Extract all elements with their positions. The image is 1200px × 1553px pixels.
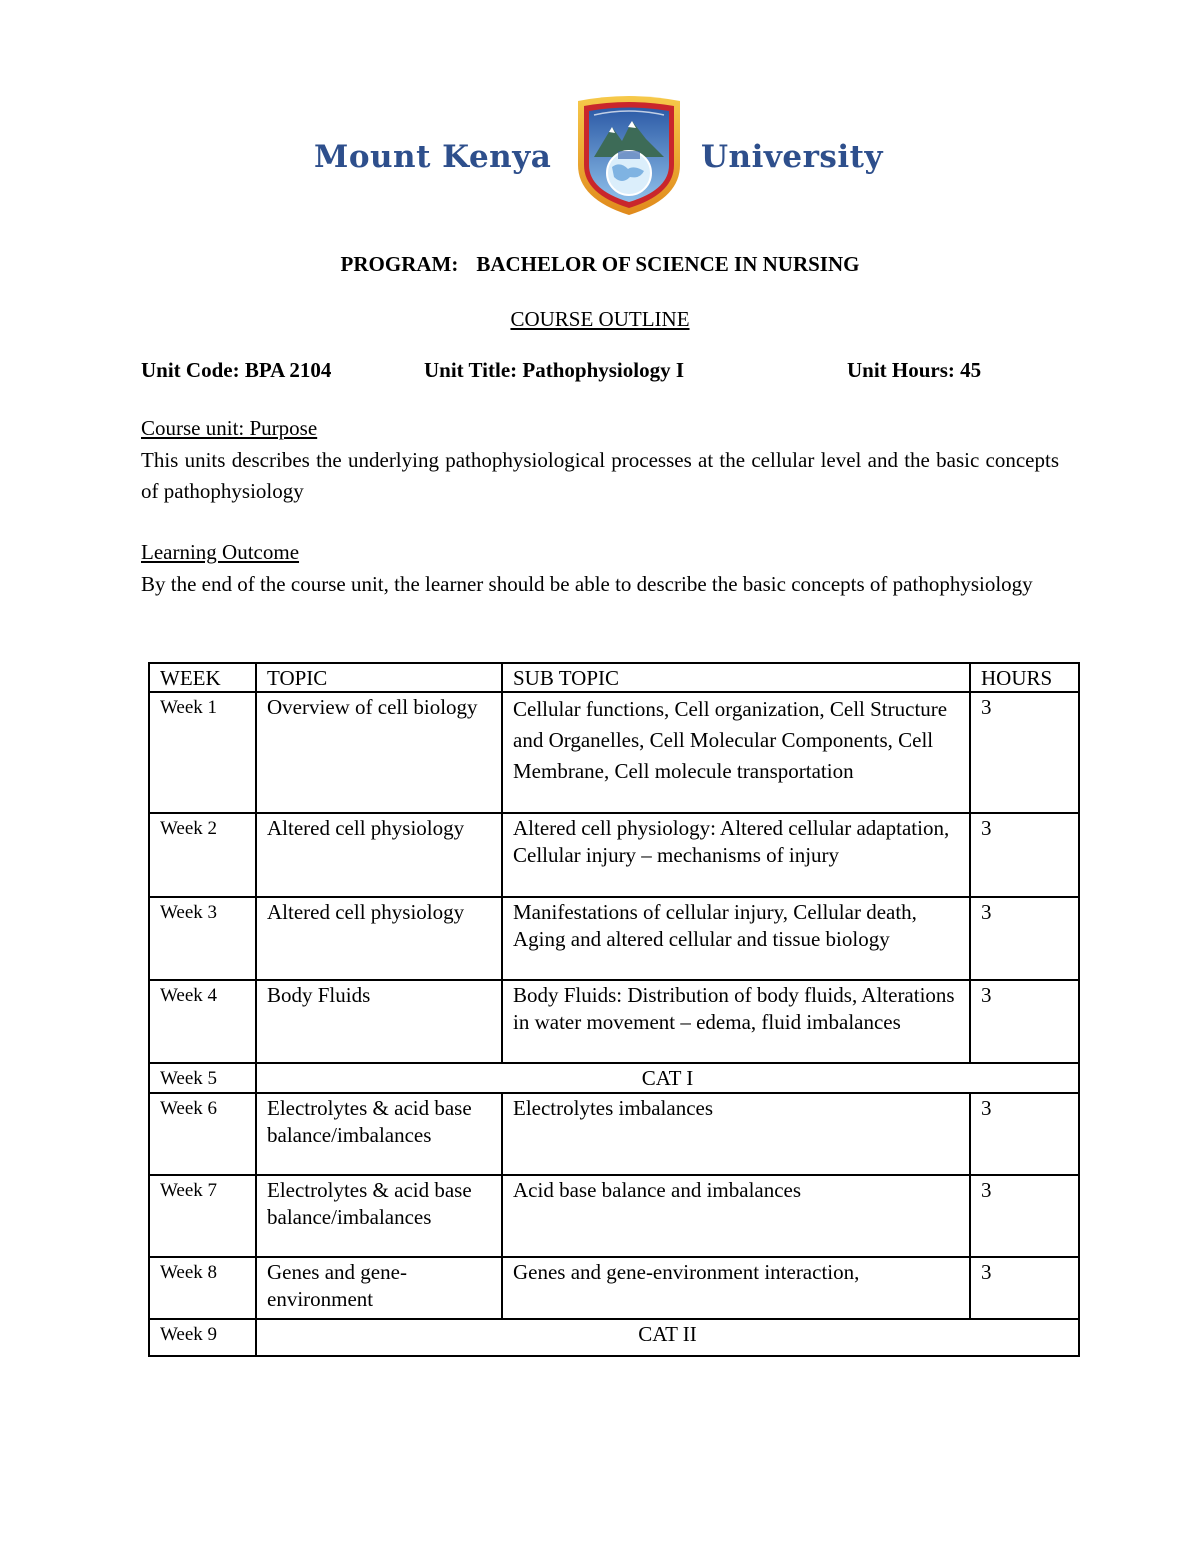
logo-wordmark-left: Mount Kenya [314, 139, 552, 175]
cell-subtopic: Altered cell physiology: Altered cellular adaptation, Cellular injury – mechanisms of injury [502, 813, 970, 897]
cell-week: Week 1 [149, 692, 256, 813]
cell-cat: CAT II [256, 1319, 1079, 1356]
cell-week: Week 3 [149, 897, 256, 980]
table-row-cat [149, 1063, 1079, 1093]
cell-subtopic: Body Fluids: Distribution of body fluids, Alterations in water movement – edema, fluid imbalances [502, 980, 970, 1063]
cell-week: Week 4 [149, 980, 256, 1063]
cell-hours: 3 [970, 897, 1079, 980]
cell-topic-text: Genes and gene-environment [267, 1260, 407, 1311]
header-subtopic: SUB TOPIC [502, 663, 970, 692]
table-header-row [149, 663, 1079, 692]
header-hours: HOURS [970, 663, 1079, 692]
cell-hours: 3 [970, 1093, 1079, 1175]
program-value: BACHELOR OF SCIENCE IN NURSING [476, 252, 860, 276]
cell-hours: 3 [970, 1257, 1079, 1319]
header-week: WEEK [149, 663, 256, 692]
cell-week: Week 7 [149, 1175, 256, 1257]
cell-subtopic: Genes and gene-environment interaction, [502, 1257, 970, 1319]
table-row-cat [149, 1319, 1079, 1356]
cell-week: Week 9 [149, 1319, 256, 1356]
table-row [149, 1257, 1079, 1319]
purpose-heading: Course unit: Purpose [141, 416, 318, 440]
cell-week: Week 5 [149, 1063, 256, 1093]
cell-hours: 3 [970, 813, 1079, 897]
cell-subtopic: Cellular functions, Cell organization, Cell Structure and Organelles, Cell Molecular Components, Cell Membrane, Cell molecule transportation [502, 692, 970, 813]
course-outline-title: COURSE OUTLINE [510, 307, 690, 331]
cell-week: Week 2 [149, 813, 256, 897]
cell-hours: 3 [970, 692, 1079, 813]
cell-subtopic: Manifestations of cellular injury, Cellular death, Aging and altered cellular and tissue biology [502, 897, 970, 980]
learning-outcome-text: By the end of the course unit, the learner should be able to describe the basic concepts of pathophysiology [141, 572, 1033, 596]
cell-topic: Electrolytes & acid base balance/imbalances [256, 1093, 502, 1175]
purpose-text: This units describes the underlying pathophysiological processes at the cellular level and the basic concepts of pathophysiology [141, 448, 1059, 503]
program-heading [0, 252, 1200, 277]
table-row [149, 1093, 1079, 1175]
cell-topic: Altered cell physiology [256, 897, 502, 980]
table-row [149, 980, 1079, 1063]
cell-topic: Overview of cell biology [256, 692, 502, 813]
university-crest-icon [570, 95, 688, 217]
cell-week: Week 8 [149, 1257, 256, 1319]
logo-wordmark-right: University [701, 139, 883, 175]
university-logo [0, 95, 1200, 220]
unit-code: Unit Code: BPA 2104 [141, 358, 332, 382]
unit-title: Unit Title: Pathophysiology I [424, 358, 685, 382]
unit-info-row [141, 358, 1061, 388]
cell-cat: CAT I [256, 1063, 1079, 1093]
cell-topic [256, 1257, 502, 1319]
cell-hours: 3 [970, 980, 1079, 1063]
unit-hours: Unit Hours: 45 [847, 358, 982, 382]
cell-subtopic: Acid base balance and imbalances [502, 1175, 970, 1257]
program-label: PROGRAM: [340, 252, 459, 276]
table-row [149, 897, 1079, 980]
cell-subtopic: Electrolytes imbalances [502, 1093, 970, 1175]
cell-topic: Altered cell physiology [256, 813, 502, 897]
table-row [149, 813, 1079, 897]
course-outline-table [148, 662, 1080, 1357]
header-topic: TOPIC [256, 663, 502, 692]
cell-topic: Electrolytes & acid base balance/imbalances [256, 1175, 502, 1257]
table-row [149, 1175, 1079, 1257]
cell-week: Week 6 [149, 1093, 256, 1175]
cell-topic: Body Fluids [256, 980, 502, 1063]
table-row [149, 692, 1079, 813]
cell-hours: 3 [970, 1175, 1079, 1257]
learning-outcome-heading: Learning Outcome [141, 540, 300, 564]
